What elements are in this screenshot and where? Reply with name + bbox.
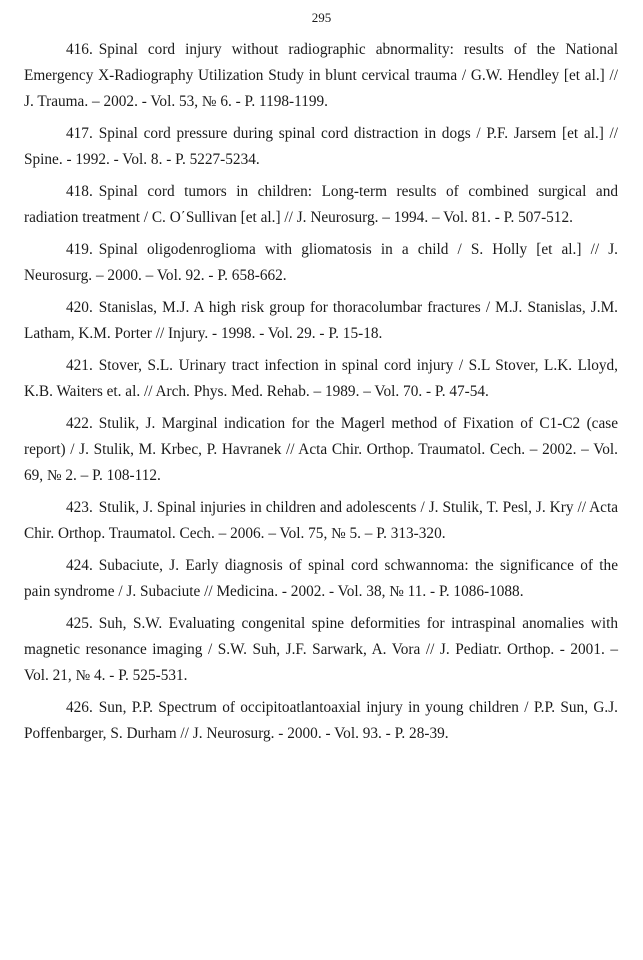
reference-text: Spinal cord injury without radiographic abnormality: results of the National Emergency X-Radiography Utilization Study in blunt cervical trauma / G.W. Hendley [et al.] // J. Trauma. – 2002. - Vol. 53, № 6. - P. 1198-1199. [24, 41, 618, 110]
reference-number: 421. [66, 357, 93, 374]
reference-number: 423. [66, 499, 93, 516]
reference-item [24, 237, 618, 289]
reference-text: Spinal cord tumors in children: Long-term results of combined surgical and radiation treatment / C. O΄Sullivan [et al.] // J. Neurosurg. – 1994. – Vol. 81. - P. 507-512. [24, 183, 618, 226]
reference-item [24, 411, 618, 489]
reference-text: Subaciute, J. Early diagnosis of spinal cord schwannoma: the significance of the pain syndrome / J. Subaciute // Medicina. - 2002. - Vol. 38, № 11. - P. 1086-1088. [24, 557, 618, 600]
reference-item [24, 353, 618, 405]
reference-text: Suh, S.W. Evaluating congenital spine deformities for intraspinal anomalies with magnetic resonance imaging / S.W. Suh, J.F. Sarwark, A. Vora // J. Pediatr. Orthop. - 2001. – Vol. 21, № 4. - P. 525-531. [24, 615, 618, 684]
reference-text: Stulik, J. Marginal indication for the Magerl method of Fixation of C1-C2 (case report) / J. Stulik, M. Krbec, P. Havranek // Acta Chir. Orthop. Traumatol. Cech. – 2002. – Vol. 69, № 2. – P. 108-112. [24, 415, 618, 484]
reference-number: 420. [66, 299, 93, 316]
reference-text: Stulik, J. Spinal injuries in children and adolescents / J. Stulik, T. Pesl, J. Kry // Acta Chir. Orthop. Traumatol. Cech. – 2006. – Vol. 75, № 5. – P. 313-320. [24, 499, 618, 542]
reference-item [24, 495, 618, 547]
reference-text: Stanislas, M.J. A high risk group for thoracolumbar fractures / M.J. Stanislas, J.M. Latham, K.M. Porter // Injury. - 1998. - Vol. 29. - P. 15-18. [24, 299, 618, 342]
reference-number: 425. [66, 615, 93, 632]
reference-number: 418. [66, 183, 93, 200]
reference-number: 426. [66, 699, 93, 716]
reference-item [24, 121, 618, 173]
reference-list [24, 37, 618, 753]
reference-text: Spinal oligodenroglioma with gliomatosis in a child / S. Holly [et al.] // J. Neurosurg. – 2000. – Vol. 92. - P. 658-662. [24, 241, 618, 284]
reference-item [24, 295, 618, 347]
reference-item [24, 553, 618, 605]
reference-number: 417. [66, 125, 93, 142]
reference-item [24, 37, 618, 115]
reference-number: 419. [66, 241, 93, 258]
reference-number: 422. [66, 415, 93, 432]
page-number: 295 [311, 10, 332, 25]
reference-item [24, 611, 618, 689]
reference-text: Sun, P.P. Spectrum of occipitoatlantoaxial injury in young children / P.P. Sun, G.J. Poffenbarger, S. Durham // J. Neurosurg. - 2000. - Vol. 93. - P. 28-39. [24, 699, 618, 742]
reference-item [24, 695, 618, 747]
reference-text: Spinal cord pressure during spinal cord distraction in dogs / P.F. Jarsem [et al.] // Spine. - 1992. - Vol. 8. - P. 5227-5234. [24, 125, 618, 168]
reference-item [24, 179, 618, 231]
reference-number: 416. [66, 41, 93, 58]
reference-number: 424. [66, 557, 93, 574]
reference-text: Stover, S.L. Urinary tract infection in spinal cord injury / S.L Stover, L.K. Lloyd, K.B. Waiters et. al. // Arch. Phys. Med. Rehab. – 1989. – Vol. 70. - P. 47-54. [24, 357, 618, 400]
